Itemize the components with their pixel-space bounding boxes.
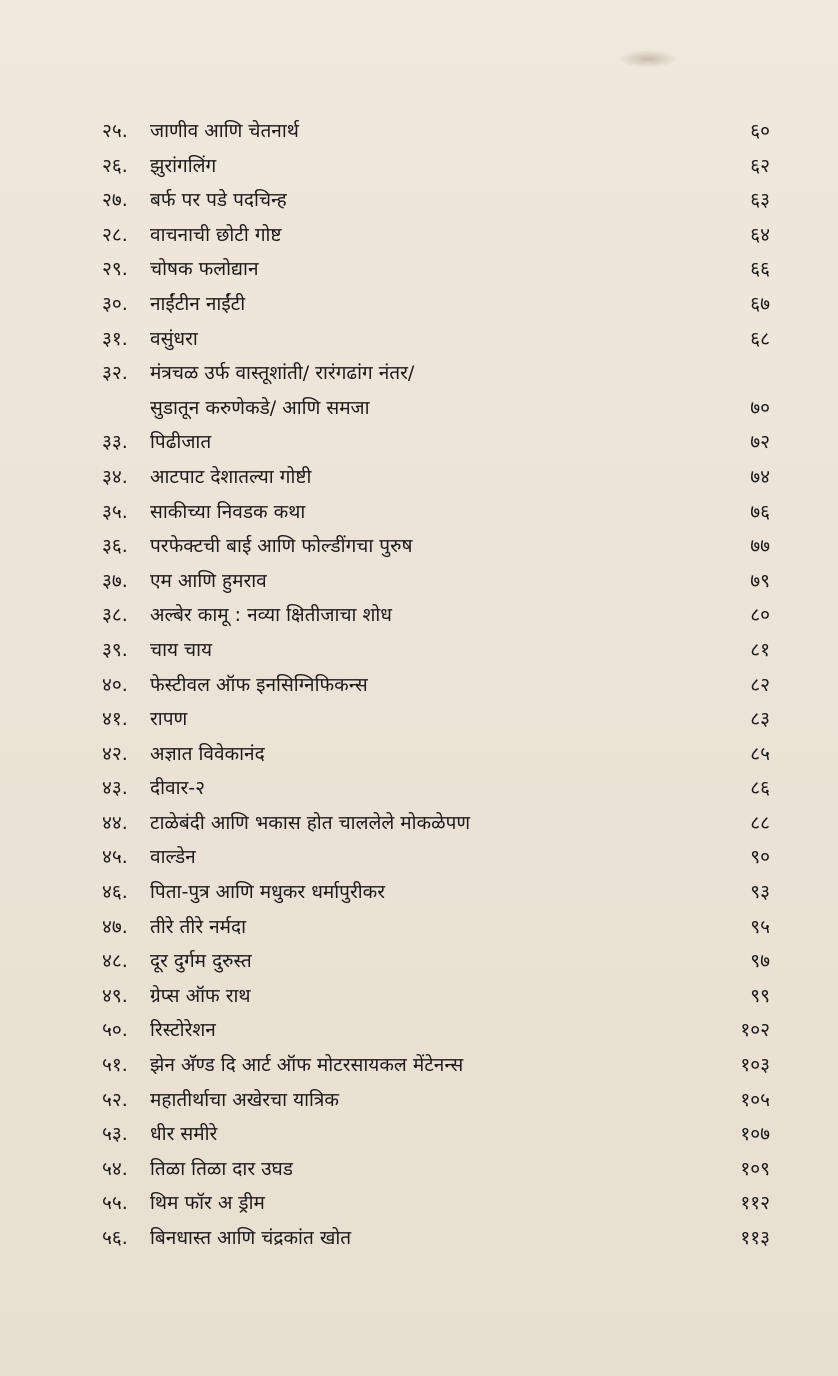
entry-page-number: ७२ — [750, 431, 770, 454]
toc-entry — [102, 633, 770, 668]
toc-entry — [102, 1117, 770, 1152]
entry-page-number: ११३ — [740, 1227, 770, 1249]
toc-entry — [102, 1013, 770, 1048]
entry-title-line: आटपाट देशातल्या गोष्टी — [150, 465, 312, 488]
entry-title-line: बिनधास्त आणि चंद्रकांत खोत — [150, 1227, 352, 1249]
entry-number: ३८. — [102, 604, 128, 627]
entry-title — [146, 875, 710, 910]
entry-number: ४६. — [102, 881, 128, 904]
entry-title — [146, 252, 710, 287]
entry-page-number: ८० — [750, 604, 770, 627]
entry-title-line: जाणीव आणि चेतनार्थ — [150, 120, 299, 142]
toc-entry — [102, 425, 770, 460]
entry-title-line: दीवार-२ — [150, 777, 206, 800]
entry-page-number: ६० — [750, 120, 770, 142]
entry-page-number: ६३ — [750, 189, 770, 212]
entry-title-line: साकीच्या निवडक कथा — [150, 500, 306, 523]
entry-title — [146, 149, 710, 184]
entry-title-line: महातीर्थाचा अखेरचा यात्रिक — [150, 1088, 340, 1111]
toc-entry — [102, 460, 770, 495]
toc-entry — [102, 1186, 770, 1221]
entry-title — [146, 910, 710, 945]
entry-number: ४२. — [102, 742, 128, 765]
entry-title — [146, 1152, 710, 1187]
entry-number: ४९. — [102, 984, 128, 1007]
toc-entry — [102, 1152, 770, 1187]
entry-title-line: वाल्डेन — [150, 846, 196, 869]
entry-number: ४४. — [102, 811, 128, 834]
entry-title — [146, 598, 710, 633]
entry-page-number: ७९ — [750, 569, 770, 592]
entry-number: ३३. — [102, 431, 128, 454]
table-of-contents — [102, 114, 770, 1256]
toc-entry — [102, 564, 770, 599]
entry-number: ३०. — [102, 292, 128, 315]
toc-entry — [102, 114, 770, 149]
entry-page-number: ९० — [750, 846, 770, 869]
entry-title-line: वाचनाची छोटी गोष्ट — [150, 223, 282, 246]
entry-number: ३९. — [102, 638, 128, 661]
entry-title — [146, 1048, 710, 1083]
entry-title — [146, 183, 710, 218]
entry-title-line: अज्ञात विवेकानंद — [150, 742, 265, 765]
entry-title — [146, 287, 710, 322]
entry-number: २८. — [102, 223, 128, 246]
entry-title — [146, 460, 710, 495]
entry-page-number: १०२ — [740, 1019, 770, 1042]
entry-title-line: मंत्रचळ उर्फ वास्तूशांती/ रारंगढांग नंतर/ — [150, 362, 415, 385]
toc-entry — [102, 529, 770, 564]
entry-page-number: ९३ — [750, 881, 770, 904]
entry-title — [146, 425, 710, 460]
entry-page-number: ९५ — [750, 915, 770, 938]
entry-title — [146, 322, 710, 357]
toc-entry — [102, 910, 770, 945]
entry-page-number: ८८ — [750, 811, 770, 834]
entry-title-line: पिता-पुत्र आणि मधुकर धर्मापुरीकर — [150, 881, 386, 904]
entry-number: ४१. — [102, 708, 128, 731]
entry-title-line: झेन अ‍ॅण्ड दि आर्ट ऑफ मोटरसायकल मेंटेनन्स — [150, 1054, 464, 1077]
toc-entry — [102, 356, 770, 425]
entry-title — [146, 979, 710, 1014]
entry-title-line: तिळा तिळा दार उघड — [150, 1157, 293, 1180]
entry-title — [146, 771, 710, 806]
entry-title — [146, 529, 710, 564]
entry-title-line: नाईंटीन नाईंटी — [150, 292, 246, 315]
entry-number: ५६. — [102, 1227, 128, 1249]
entry-title-line: पिढीजात — [150, 431, 212, 454]
entry-number: ४५. — [102, 846, 128, 869]
toc-entry — [102, 737, 770, 772]
entry-number: ४८. — [102, 950, 128, 973]
entry-title — [146, 1186, 710, 1221]
entry-page-number: १०७ — [740, 1123, 770, 1146]
entry-number: ५२. — [102, 1088, 128, 1111]
entry-page-number: ६२ — [750, 154, 770, 177]
toc-entry — [102, 944, 770, 979]
entry-title — [146, 1083, 710, 1118]
entry-number: २७. — [102, 189, 128, 212]
entry-number: २९. — [102, 258, 128, 281]
entry-title-line: थिम फॉर अ ड्रीम — [150, 1192, 265, 1215]
toc-entry — [102, 771, 770, 806]
entry-page-number: ६४ — [750, 223, 770, 246]
entry-page-number: १०३ — [740, 1054, 770, 1077]
toc-entry — [102, 322, 770, 357]
entry-title-line: धीर समीरे — [150, 1123, 218, 1146]
entry-number: ३७. — [102, 569, 128, 592]
entry-title-line: रापण — [150, 708, 188, 731]
entry-title — [146, 1221, 710, 1256]
toc-entry — [102, 979, 770, 1014]
entry-title-line: दूर दुर्गम दुरुस्त — [150, 950, 252, 973]
entry-number: ५०. — [102, 1019, 128, 1042]
entry-number: ३४. — [102, 465, 128, 488]
entry-title — [146, 564, 710, 599]
entry-number: २५. — [102, 120, 128, 142]
toc-entry — [102, 702, 770, 737]
entry-number: ४३. — [102, 777, 128, 800]
entry-number: ५४. — [102, 1157, 128, 1180]
entry-number: ३१. — [102, 327, 128, 350]
entry-title-line: अल्बेर कामू : नव्या क्षितीजाचा शोध — [150, 604, 392, 627]
entry-title — [146, 114, 710, 149]
entry-title — [146, 668, 710, 703]
entry-page-number: ७० — [750, 396, 770, 419]
entry-title — [146, 356, 710, 425]
entry-title — [146, 944, 710, 979]
toc-entry — [102, 840, 770, 875]
entry-page-number: ८६ — [750, 777, 770, 800]
toc-entry — [102, 149, 770, 184]
entry-page-number: ७७ — [750, 535, 770, 558]
entry-page-number: ७४ — [750, 465, 770, 488]
entry-title — [146, 806, 710, 841]
entry-title — [146, 737, 710, 772]
toc-entry — [102, 875, 770, 910]
entry-number: ५१. — [102, 1054, 128, 1077]
entry-title — [146, 702, 710, 737]
entry-title-line: ग्रेप्स ऑफ राथ — [150, 984, 251, 1007]
entry-title-line: फेस्टीवल ऑफ इनसिग्निफिकन्स — [150, 673, 368, 696]
entry-number: ५३. — [102, 1123, 128, 1146]
entry-title — [146, 1013, 710, 1048]
entry-number: २६. — [102, 154, 128, 177]
entry-title-line: एम आणि हुमराव — [150, 569, 267, 592]
toc-entry — [102, 183, 770, 218]
toc-entry — [102, 1048, 770, 1083]
entry-title-line: झुरांगलिंग — [150, 154, 217, 177]
entry-number: ४७. — [102, 915, 128, 938]
entry-title-line: सुडातून करुणेकडे/ आणि समजा — [150, 396, 370, 419]
ink-smudge — [618, 50, 678, 68]
entry-page-number: ८३ — [750, 708, 770, 731]
toc-entry — [102, 495, 770, 530]
toc-entry — [102, 598, 770, 633]
toc-entry — [102, 287, 770, 322]
entry-title — [146, 840, 710, 875]
toc-entry — [102, 252, 770, 287]
toc-entry — [102, 668, 770, 703]
entry-number: ३६. — [102, 535, 128, 558]
entry-page-number: ६७ — [750, 292, 770, 315]
entry-page-number: १०५ — [740, 1088, 770, 1111]
entry-page-number: ९९ — [750, 984, 770, 1007]
entry-number: ३५. — [102, 500, 128, 523]
entry-page-number: ११२ — [740, 1192, 770, 1215]
entry-title-line: रिस्टोरेशन — [150, 1019, 216, 1042]
entry-title — [146, 1117, 710, 1152]
entry-page-number: ७६ — [750, 500, 770, 523]
entry-number: ३२. — [102, 362, 128, 385]
entry-page-number: ८२ — [750, 673, 770, 696]
entry-page-number: ६८ — [750, 327, 770, 350]
entry-title — [146, 633, 710, 668]
entry-page-number: ८५ — [750, 742, 770, 765]
entry-title-line: वसुंधरा — [150, 327, 198, 350]
entry-page-number: ६६ — [750, 258, 770, 281]
toc-entry — [102, 806, 770, 841]
entry-title-line: बर्फ पर पडे पदचिन्ह — [150, 189, 287, 212]
entry-title-line: चोषक फलोद्यान — [150, 258, 259, 281]
entry-title — [146, 218, 710, 253]
entry-title-line: परफेक्टची बाई आणि फोल्डींगचा पुरुष — [150, 535, 413, 558]
toc-entry — [102, 218, 770, 253]
entry-page-number: ८१ — [750, 638, 770, 661]
toc-entry — [102, 1221, 770, 1256]
entry-title-line: चाय चाय — [150, 638, 213, 661]
entry-page-number: ९७ — [750, 950, 770, 973]
entry-title-line: टाळेबंदी आणि भकास होत चाललेले मोकळेपण — [150, 811, 471, 834]
entry-title — [146, 495, 710, 530]
entry-title-line: तीरे तीरे नर्मदा — [150, 915, 247, 938]
entry-page-number: १०९ — [740, 1157, 770, 1180]
entry-number: ४०. — [102, 673, 128, 696]
entry-number: ५५. — [102, 1192, 128, 1215]
toc-entry — [102, 1083, 770, 1118]
